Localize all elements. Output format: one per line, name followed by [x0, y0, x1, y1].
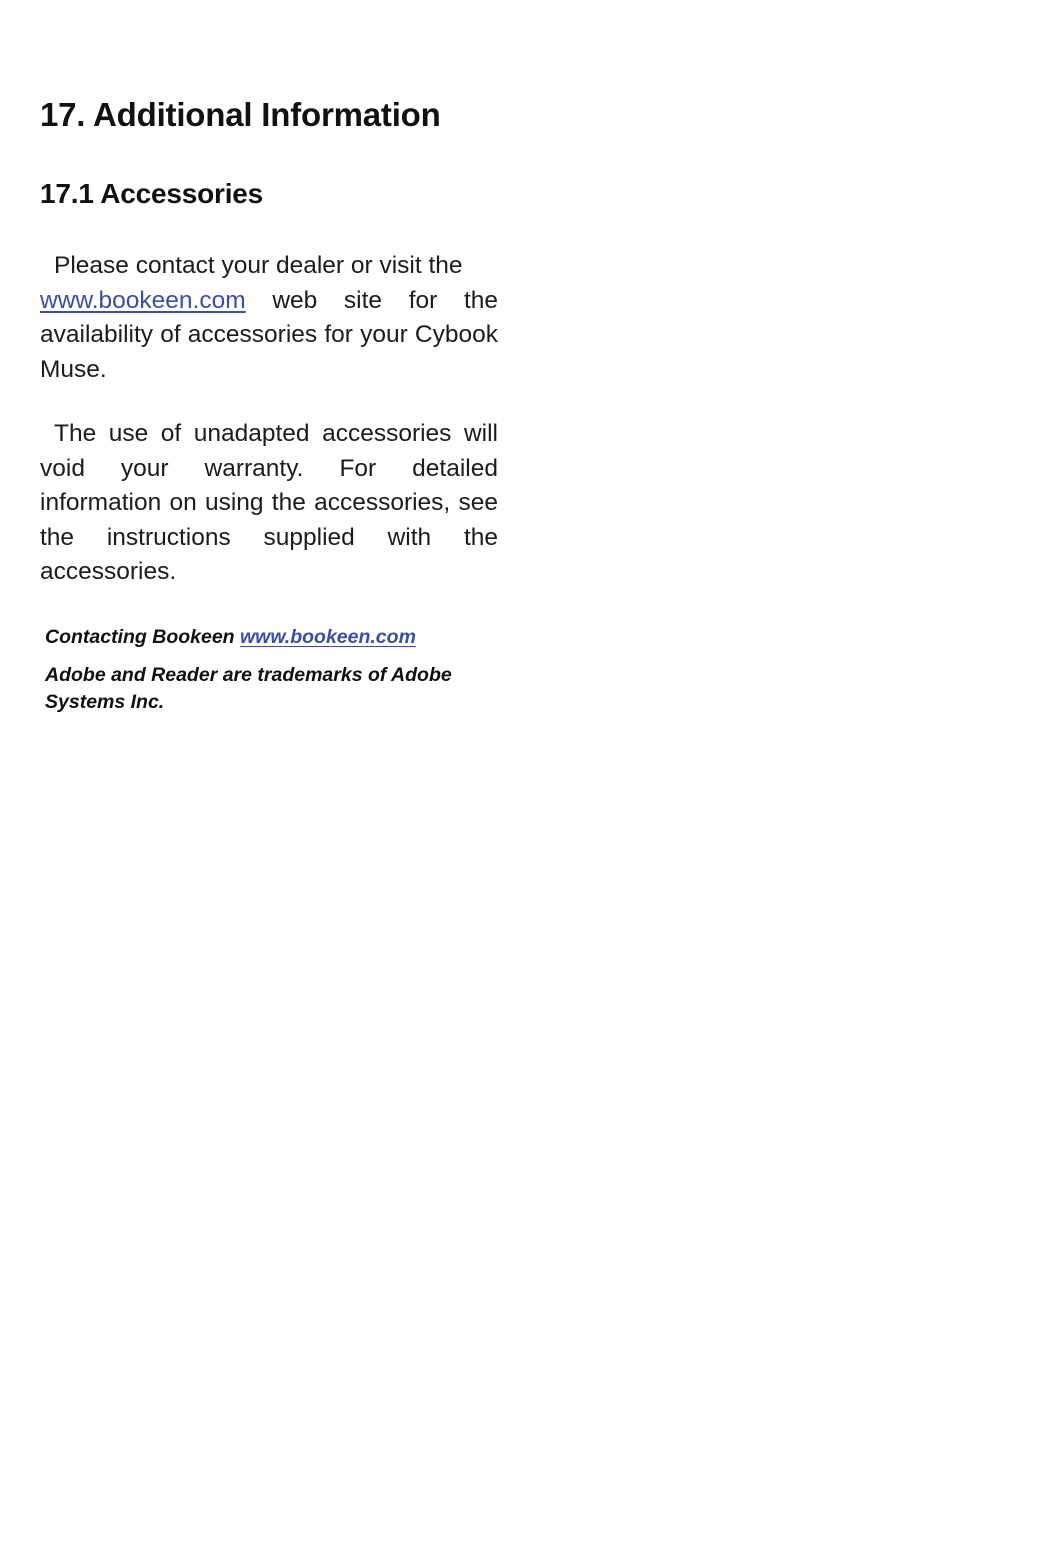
- trademark-note: Adobe and Reader are trademarks of Adobe Systems Inc.: [45, 663, 452, 713]
- document-page: [40, 92, 498, 716]
- subsection-title: 17.1 Accessories: [40, 178, 264, 209]
- paragraph-1-text-before: Please contact your dealer or visit the: [54, 252, 463, 279]
- notes-block: [40, 624, 498, 716]
- accessories-paragraph-1: [40, 249, 498, 387]
- contact-note: [45, 624, 498, 651]
- contact-bookeen-link[interactable]: www.bookeen.com: [240, 625, 416, 648]
- accessories-paragraph-2: The use of unadapted accessories will void your warranty. For detailed information on using the accessories, see the instructions supplied with the accessories.: [40, 420, 498, 585]
- section-title: 17. Additional Information: [40, 96, 441, 133]
- contact-label: Contacting Bookeen: [45, 625, 235, 648]
- bookeen-website-link[interactable]: www.bookeen.com: [40, 286, 246, 314]
- paragraph-1-text-after: web site for the availability of accessories for your Cybook Muse.: [40, 286, 499, 383]
